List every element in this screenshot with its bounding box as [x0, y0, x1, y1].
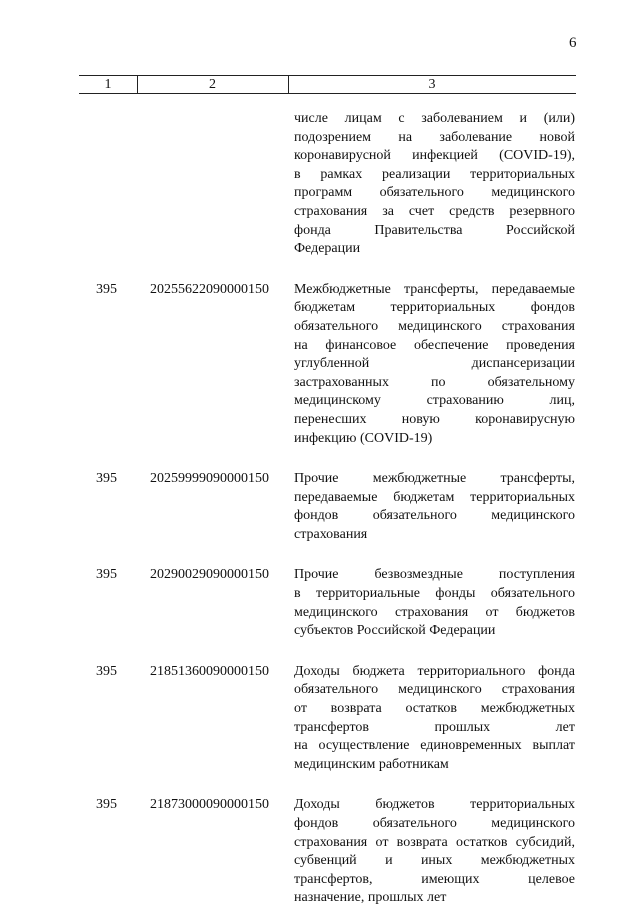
admin-code: 395 [96, 663, 117, 679]
text-line: в территориальные фонды обязательного [294, 586, 575, 602]
text-line: фондов обязательного медицинского [294, 508, 575, 524]
admin-code: 395 [96, 281, 117, 297]
table-header [79, 75, 576, 94]
text-line: Прочие безвозмездные поступления [294, 567, 575, 583]
text-line: страхования от возврата остатков субсидий, [294, 834, 575, 850]
income-code: 20290029090000150 [150, 567, 269, 583]
text-line: страхования [294, 526, 368, 542]
text-line: страхования за счет средств резервного [294, 203, 575, 219]
text-line: назначение, прошлых лет [294, 890, 447, 906]
text-line: Доходы бюджетов территориальных [294, 797, 575, 813]
income-name [294, 110, 575, 259]
text-line: на финансовое обеспечение проведения [294, 337, 575, 353]
text-line: трансфертов прошлых лет [294, 719, 575, 735]
admin-code: 395 [96, 567, 117, 583]
header-col-1: 1 [104, 77, 112, 92]
text-line: Межбюджетные трансферты, передаваемые [294, 281, 575, 297]
text-line: в рамках реализации территориальных [294, 166, 575, 182]
text-line: от возврата остатков межбюджетных [294, 701, 575, 717]
text-line: Доходы бюджета территориального фонда [294, 663, 575, 679]
table-body [0, 110, 639, 908]
table-row [0, 110, 639, 259]
text-line: инфекцию (COVID-19) [294, 430, 433, 446]
text-line: субвенций и иных межбюджетных [294, 853, 575, 869]
header-col-2: 2 [209, 77, 216, 92]
text-line: на осуществление единовременных выплат [294, 738, 575, 754]
text-line: медицинского страхования от бюджетов [294, 604, 575, 620]
income-name [294, 663, 575, 775]
text-line: медицинскому страхованию лиц, [294, 393, 575, 409]
table-row [0, 796, 639, 908]
header-col-3: 3 [428, 77, 436, 92]
income-code: 20255622090000150 [150, 281, 269, 297]
income-code: 21851360090000150 [150, 663, 269, 679]
text-line: застрахованных по обязательному [294, 374, 575, 390]
text-line: фондов обязательного медицинского [294, 816, 575, 831]
text-line: Федерации [294, 241, 361, 257]
table-row [0, 663, 639, 775]
text-line: фонда Правительства Российской [294, 222, 575, 238]
page-number: 6 [569, 35, 577, 51]
income-name [294, 281, 575, 448]
text-line: углубленной диспансеризации [294, 356, 575, 372]
income-name [294, 796, 575, 908]
text-line: числе лицам с заболеванием и (или) [294, 111, 575, 126]
text-line: обязательного медицинского страхования [294, 682, 575, 698]
text-line: программ обязательного медицинского [294, 185, 575, 201]
income-code: 20259999090000150 [150, 471, 269, 487]
income-code: 21873000090000150 [150, 797, 269, 813]
text-line: медицинским работникам [294, 756, 449, 772]
text-line: Прочие межбюджетные трансферты, [294, 471, 575, 487]
table-row [0, 470, 639, 544]
text-line: коронавирусной инфекцией (COVID-19), [294, 148, 575, 164]
admin-code: 395 [96, 797, 117, 813]
table-row [0, 281, 639, 448]
text-line: передаваемые бюджетам территориальных [294, 489, 575, 505]
text-line: обязательного медицинского страхования [294, 318, 575, 334]
text-line: трансфертов, имеющих целевое [294, 871, 575, 887]
text-line: бюджетам территориальных фондов [294, 300, 575, 316]
income-name [294, 566, 575, 640]
text-line: подозрением на заболевание новой [294, 129, 575, 145]
admin-code: 395 [96, 471, 117, 487]
text-line: субъектов Российской Федерации [294, 623, 496, 639]
income-name [294, 470, 575, 544]
table-row [0, 566, 639, 640]
text-line: перенесших новую коронавирусную [294, 411, 575, 427]
